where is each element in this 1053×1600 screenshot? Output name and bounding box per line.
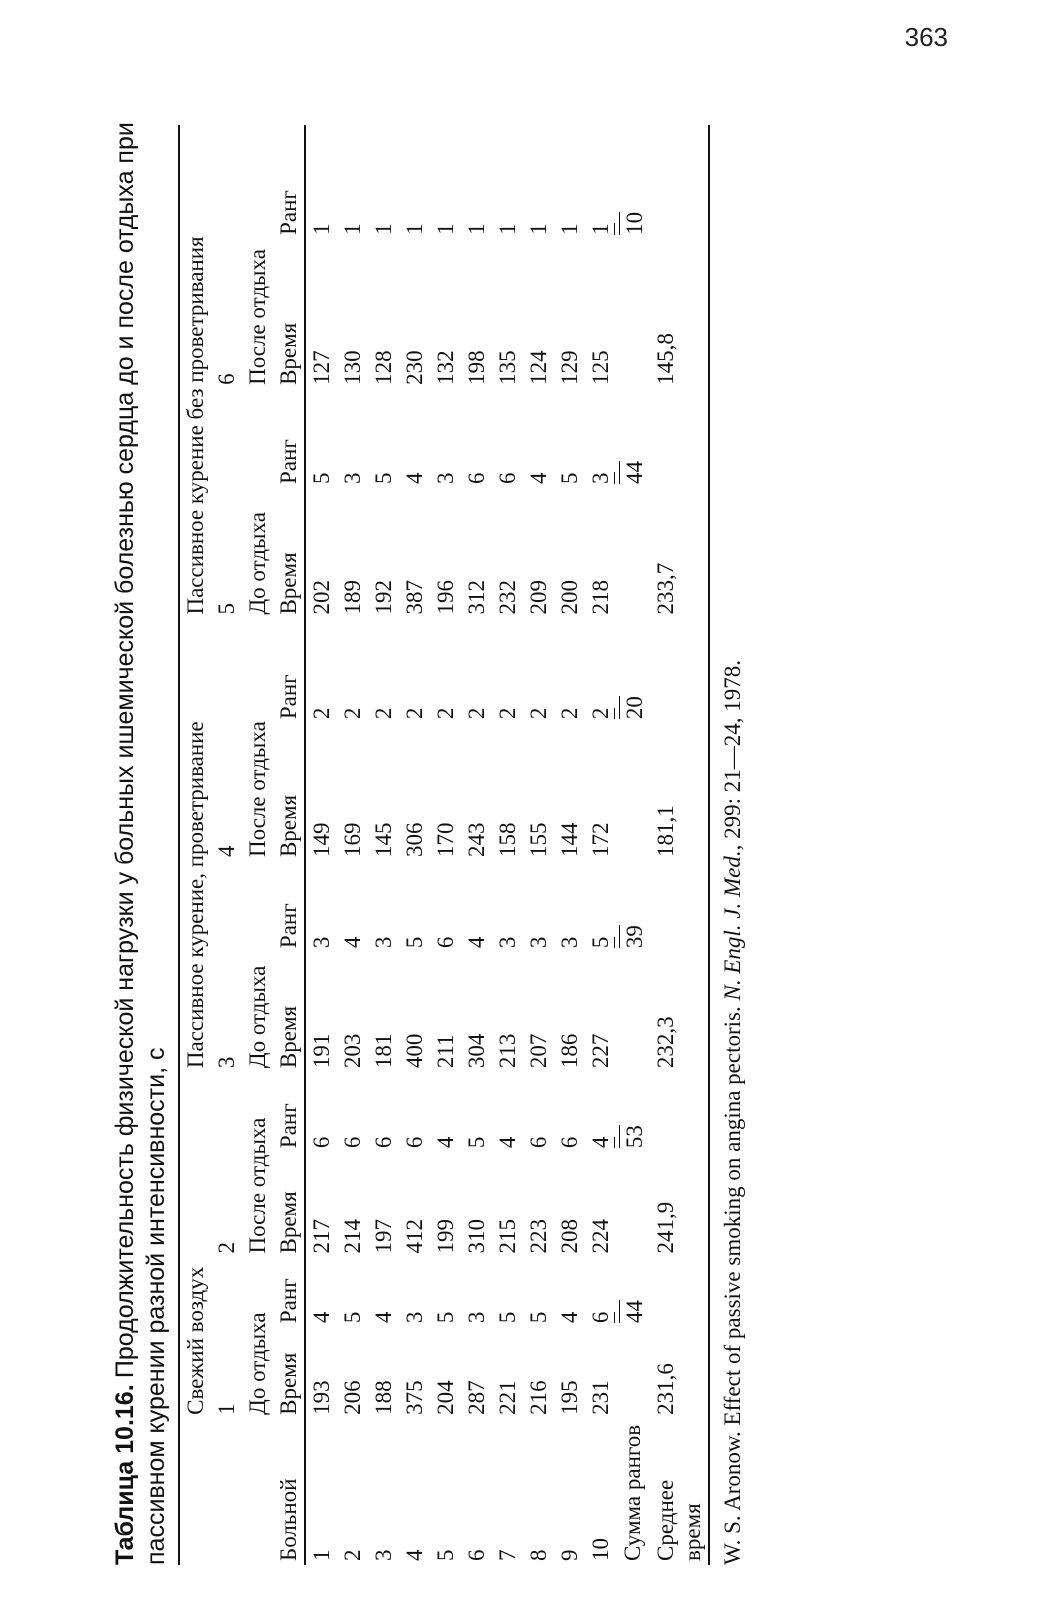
time-cell: 189	[340, 580, 365, 615]
rank-cell: 5	[371, 472, 396, 484]
rank-cell: 2	[371, 707, 396, 720]
rank-cell: 1	[526, 223, 551, 235]
column-number: 3	[214, 1056, 239, 1069]
rank-cell: 2	[340, 707, 365, 720]
rank-cell: 4	[464, 936, 489, 949]
page-number: 363	[904, 22, 948, 52]
rank-cell: 5	[464, 1136, 489, 1149]
rank-value: 3	[588, 472, 613, 484]
rank-cell: 1	[371, 223, 396, 235]
rank-cell: 5	[526, 1311, 551, 1324]
patient-number: 9	[557, 1549, 582, 1561]
rank-cell: 3	[371, 936, 396, 949]
time-cell: 129	[557, 350, 582, 385]
data-rows	[305, 125, 617, 1565]
rank-cell: 1	[557, 223, 582, 235]
rank-cell: 6	[557, 1136, 582, 1149]
rank-sum-value: 10	[619, 212, 648, 235]
time-header: Время	[273, 952, 305, 1072]
time-cell: 306	[402, 822, 427, 858]
time-cell: 214	[340, 1219, 365, 1254]
rank-value: 5	[588, 936, 613, 949]
mean-value: 231,6	[650, 1327, 709, 1419]
time-cell: 230	[402, 350, 427, 385]
mean-value: 181,1	[650, 723, 709, 861]
time-header: Время	[273, 488, 305, 619]
time-cell: 213	[495, 1033, 520, 1069]
rank-header: Ранг	[273, 619, 305, 724]
time-cell: 412	[402, 1219, 427, 1254]
rank-cell: 1	[402, 223, 427, 235]
time-cell: 195	[557, 1380, 582, 1415]
table-block	[110, 95, 940, 1565]
rank-sum-value: 53	[619, 1125, 648, 1148]
rank-cell: 4	[340, 936, 365, 949]
rank-value: 4	[588, 1136, 613, 1149]
source-title: Effect of passive smoking on angina pectoris.	[720, 1006, 745, 1426]
group-passive-novent: Пассивное курение без проветривания	[179, 125, 211, 619]
rank-cell: 6	[495, 472, 520, 484]
rank-cell: 6	[526, 1136, 551, 1149]
rank-cell: 6	[309, 1136, 334, 1149]
rank-cell	[585, 1072, 617, 1152]
rank-value: 1	[588, 223, 613, 235]
time-cell: 209	[526, 580, 551, 615]
time-cell: 197	[371, 1219, 396, 1254]
column-number: 2	[214, 1242, 239, 1254]
table-caption-text: Продолжительность физической нагрузки у больных ишемической болезнью сердца до и после отдыха при пассивном курении разной интенсивности, с	[111, 122, 170, 1565]
patient-number: 7	[495, 1549, 520, 1561]
rank-cell: 6	[340, 1136, 365, 1149]
rank-value: 2	[588, 707, 613, 720]
patient-number: 3	[371, 1549, 396, 1561]
time-cell: 202	[309, 580, 334, 615]
mean-value: 233,7	[650, 488, 709, 619]
table-row	[305, 125, 337, 1565]
rank-cell: 5	[340, 1311, 365, 1324]
rank-cell: 3	[309, 936, 334, 949]
time-header: Время	[273, 1327, 305, 1419]
time-header: Время	[273, 723, 305, 861]
rank-cell: 3	[402, 1311, 427, 1324]
table-row	[492, 125, 523, 1565]
patient-number: 2	[340, 1549, 365, 1561]
time-cell: 144	[557, 822, 582, 858]
column-number: 5	[214, 603, 239, 615]
time-cell: 125	[588, 350, 613, 385]
time-cell: 124	[526, 350, 551, 385]
patient-number: 5	[433, 1549, 458, 1561]
rank-header: Ранг	[273, 1258, 305, 1328]
rank-cell: 5	[309, 472, 334, 484]
patient-number: 4	[402, 1549, 427, 1561]
rank-cell	[585, 1258, 617, 1328]
source-journal: N. Engl. J. Med.	[720, 850, 745, 1001]
rank-cell: 3	[340, 472, 365, 484]
time-cell: 158	[495, 822, 520, 858]
rank-header: Ранг	[273, 861, 305, 952]
time-cell: 243	[464, 822, 489, 858]
rank-cell: 5	[495, 1311, 520, 1324]
table-caption-label: Таблица 10.16.	[111, 1384, 139, 1565]
time-cell: 208	[557, 1219, 582, 1254]
mean-label: Среднее время	[650, 1419, 709, 1565]
table-row	[523, 125, 554, 1565]
phase-header-row	[242, 125, 273, 1565]
rank-cell: 1	[309, 223, 334, 235]
time-cell: 312	[464, 580, 489, 615]
time-cell: 310	[464, 1219, 489, 1254]
time-cell: 217	[309, 1219, 334, 1254]
rank-cell	[585, 861, 617, 952]
time-cell: 221	[495, 1380, 520, 1415]
rank-cell: 4	[557, 1311, 582, 1324]
time-cell: 193	[309, 1380, 334, 1415]
time-cell: 207	[526, 1033, 551, 1069]
phase-before: До отдыха	[245, 512, 270, 615]
time-cell: 224	[588, 1219, 613, 1254]
time-cell: 400	[402, 1033, 427, 1069]
rank-sum-value: 39	[619, 925, 648, 948]
time-cell: 188	[371, 1380, 396, 1415]
rank-cell: 1	[495, 223, 520, 235]
mean-value: 145,8	[650, 239, 709, 389]
column-number-row	[211, 125, 242, 1565]
rank-cell: 5	[433, 1311, 458, 1324]
mean-row	[650, 125, 709, 1565]
column-number: 1	[214, 1403, 239, 1415]
table-row	[585, 125, 617, 1565]
rank-sum-value: 44	[619, 1300, 648, 1323]
column-number: 4	[214, 845, 239, 858]
patient-number: 10	[588, 1538, 613, 1561]
time-cell: 199	[433, 1219, 458, 1254]
phase-before: До отдыха	[245, 965, 270, 1069]
table-row	[368, 125, 399, 1565]
rank-cell	[585, 619, 617, 724]
rank-cell: 6	[464, 472, 489, 484]
time-cell: 181	[371, 1033, 396, 1069]
rank-sum-label: Сумма рангов	[620, 1424, 645, 1561]
time-cell: 127	[309, 350, 334, 385]
rank-cell: 2	[464, 707, 489, 720]
time-cell: 135	[495, 350, 520, 385]
source-details: , 299: 21—24, 1978.	[720, 660, 745, 851]
patient-number: 8	[526, 1549, 551, 1561]
table-row	[399, 125, 430, 1565]
time-cell: 215	[495, 1219, 520, 1254]
group-header-row	[179, 125, 211, 1565]
table-caption	[110, 95, 172, 1565]
rank-cell: 1	[340, 223, 365, 235]
rank-cell: 3	[464, 1311, 489, 1324]
time-cell: 155	[526, 822, 551, 858]
time-cell: 169	[340, 822, 365, 858]
time-cell: 287	[464, 1380, 489, 1415]
rank-cell: 4	[526, 472, 551, 484]
rank-cell: 5	[402, 936, 427, 949]
group-fresh-air: Свежий воздух	[179, 1072, 211, 1419]
rank-sum-value: 44	[619, 461, 648, 484]
data-table	[178, 125, 710, 1565]
mean-value: 241,9	[650, 1152, 709, 1257]
table-row	[461, 125, 492, 1565]
rank-cell: 3	[557, 936, 582, 949]
table-row	[337, 125, 368, 1565]
column-number: 6	[214, 373, 239, 385]
rank-cell: 4	[371, 1311, 396, 1324]
time-cell: 145	[371, 822, 396, 858]
table-source	[720, 95, 746, 1565]
time-header: Время	[273, 1152, 305, 1257]
phase-after: После отдыха	[245, 249, 270, 385]
rank-header: Ранг	[273, 389, 305, 488]
time-cell: 211	[433, 1034, 458, 1069]
rank-cell: 4	[402, 472, 427, 484]
patient-header: Больной	[273, 1419, 305, 1565]
time-cell: 192	[371, 580, 396, 615]
time-cell: 172	[588, 822, 613, 858]
time-cell: 304	[464, 1033, 489, 1069]
rank-sum-value: 20	[619, 696, 648, 719]
time-cell: 216	[526, 1380, 551, 1415]
rank-cell: 2	[495, 707, 520, 720]
time-cell: 204	[433, 1380, 458, 1415]
rank-cell: 2	[557, 707, 582, 720]
sub-header-row	[273, 125, 305, 1565]
patient-number: 6	[464, 1549, 489, 1561]
rank-cell: 2	[433, 707, 458, 720]
time-cell: 200	[557, 580, 582, 615]
time-cell: 191	[309, 1033, 334, 1069]
time-cell: 206	[340, 1380, 365, 1415]
rank-header: Ранг	[273, 1072, 305, 1152]
rank-cell: 1	[433, 223, 458, 235]
rank-header: Ранг	[273, 125, 305, 239]
mean-value: 232,3	[650, 952, 709, 1072]
time-cell: 231	[588, 1380, 613, 1415]
time-cell: 198	[464, 350, 489, 385]
time-cell: 387	[402, 580, 427, 615]
rank-cell: 3	[495, 936, 520, 949]
phase-after: После отдыха	[245, 1117, 270, 1254]
time-cell: 149	[309, 822, 334, 858]
time-cell: 218	[588, 580, 613, 615]
rank-cell: 6	[402, 1136, 427, 1149]
time-cell: 196	[433, 580, 458, 615]
rank-cell	[585, 389, 617, 488]
time-cell: 128	[371, 350, 396, 385]
group-passive-vent: Пассивное курение, проветривание	[179, 619, 211, 1073]
phase-after: После отдыха	[245, 721, 270, 858]
rank-cell: 5	[557, 472, 582, 484]
rank-cell: 6	[433, 936, 458, 949]
time-cell: 227	[588, 1033, 613, 1069]
rank-value: 6	[588, 1311, 613, 1324]
rank-cell	[585, 125, 617, 239]
table-row	[554, 125, 585, 1565]
table-row	[430, 125, 461, 1565]
rank-cell: 1	[464, 223, 489, 235]
time-header: Время	[273, 239, 305, 389]
rank-cell: 4	[495, 1136, 520, 1149]
rank-cell: 2	[526, 707, 551, 720]
time-cell: 223	[526, 1219, 551, 1254]
rank-cell: 3	[526, 936, 551, 949]
rank-cell: 4	[433, 1136, 458, 1149]
time-cell: 132	[433, 350, 458, 385]
time-cell: 186	[557, 1033, 582, 1069]
time-cell: 130	[340, 350, 365, 385]
rank-cell: 4	[309, 1311, 334, 1324]
rank-cell: 2	[309, 707, 334, 720]
patient-number: 1	[309, 1549, 334, 1561]
time-cell: 232	[495, 580, 520, 615]
phase-before: До отдыха	[245, 1312, 270, 1415]
rank-cell: 3	[433, 472, 458, 484]
time-cell: 170	[433, 822, 458, 858]
time-cell: 375	[402, 1380, 427, 1415]
source-authors: W. S. Aronow.	[720, 1431, 745, 1565]
time-cell: 203	[340, 1033, 365, 1069]
rank-sum-row	[617, 125, 650, 1565]
rank-cell: 6	[371, 1136, 396, 1149]
rank-cell: 2	[402, 707, 427, 720]
